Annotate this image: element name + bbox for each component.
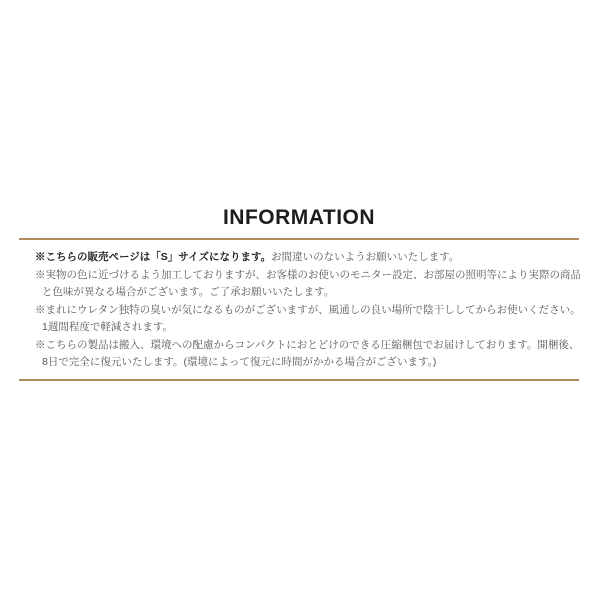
note-line [35,249,579,267]
note-line-text: 1週間程度で軽減されます。 [42,321,173,333]
divider-bottom [19,379,579,381]
note-line [35,337,579,355]
note-line [35,267,579,285]
note-line [35,354,579,372]
section-title: INFORMATION [222,206,376,229]
notes-list [19,240,579,379]
note-line [35,284,579,302]
note-line [35,319,579,337]
note-line-text: ※まれにウレタン独特の臭いが気になるものがございますが、風通しの良い場所で陰干ししてからお使いください。 [35,303,581,316]
note-item [35,302,579,337]
note-item [35,267,579,302]
note-line-text: 8日で完全に復元いたします。(環境によって復元に時間がかかる場合がございます。) [42,356,437,368]
note-item [35,249,579,267]
note-line-text: お間違いのないようお願いいたします。 [271,251,460,263]
note-line-text: ※こちらの製品は搬入、環境への配慮からコンパクトにおとどけのできる圧縮梱包でお届けしております。開梱後、 [35,338,580,351]
note-line-text: と色味が異なる場合がございます。ご了承お願いいたします。 [42,286,335,298]
note-line [35,302,579,320]
information-section [19,204,579,381]
note-line-text: ※実物の色に近づけるよう加工しておりますが、お客様のお使いのモニター設定、お部屋の照明等により実際の商品 [35,268,581,281]
note-item [35,337,579,372]
note-line-emphasis: ※こちらの販売ページは「S」サイズになります。 [35,251,272,263]
